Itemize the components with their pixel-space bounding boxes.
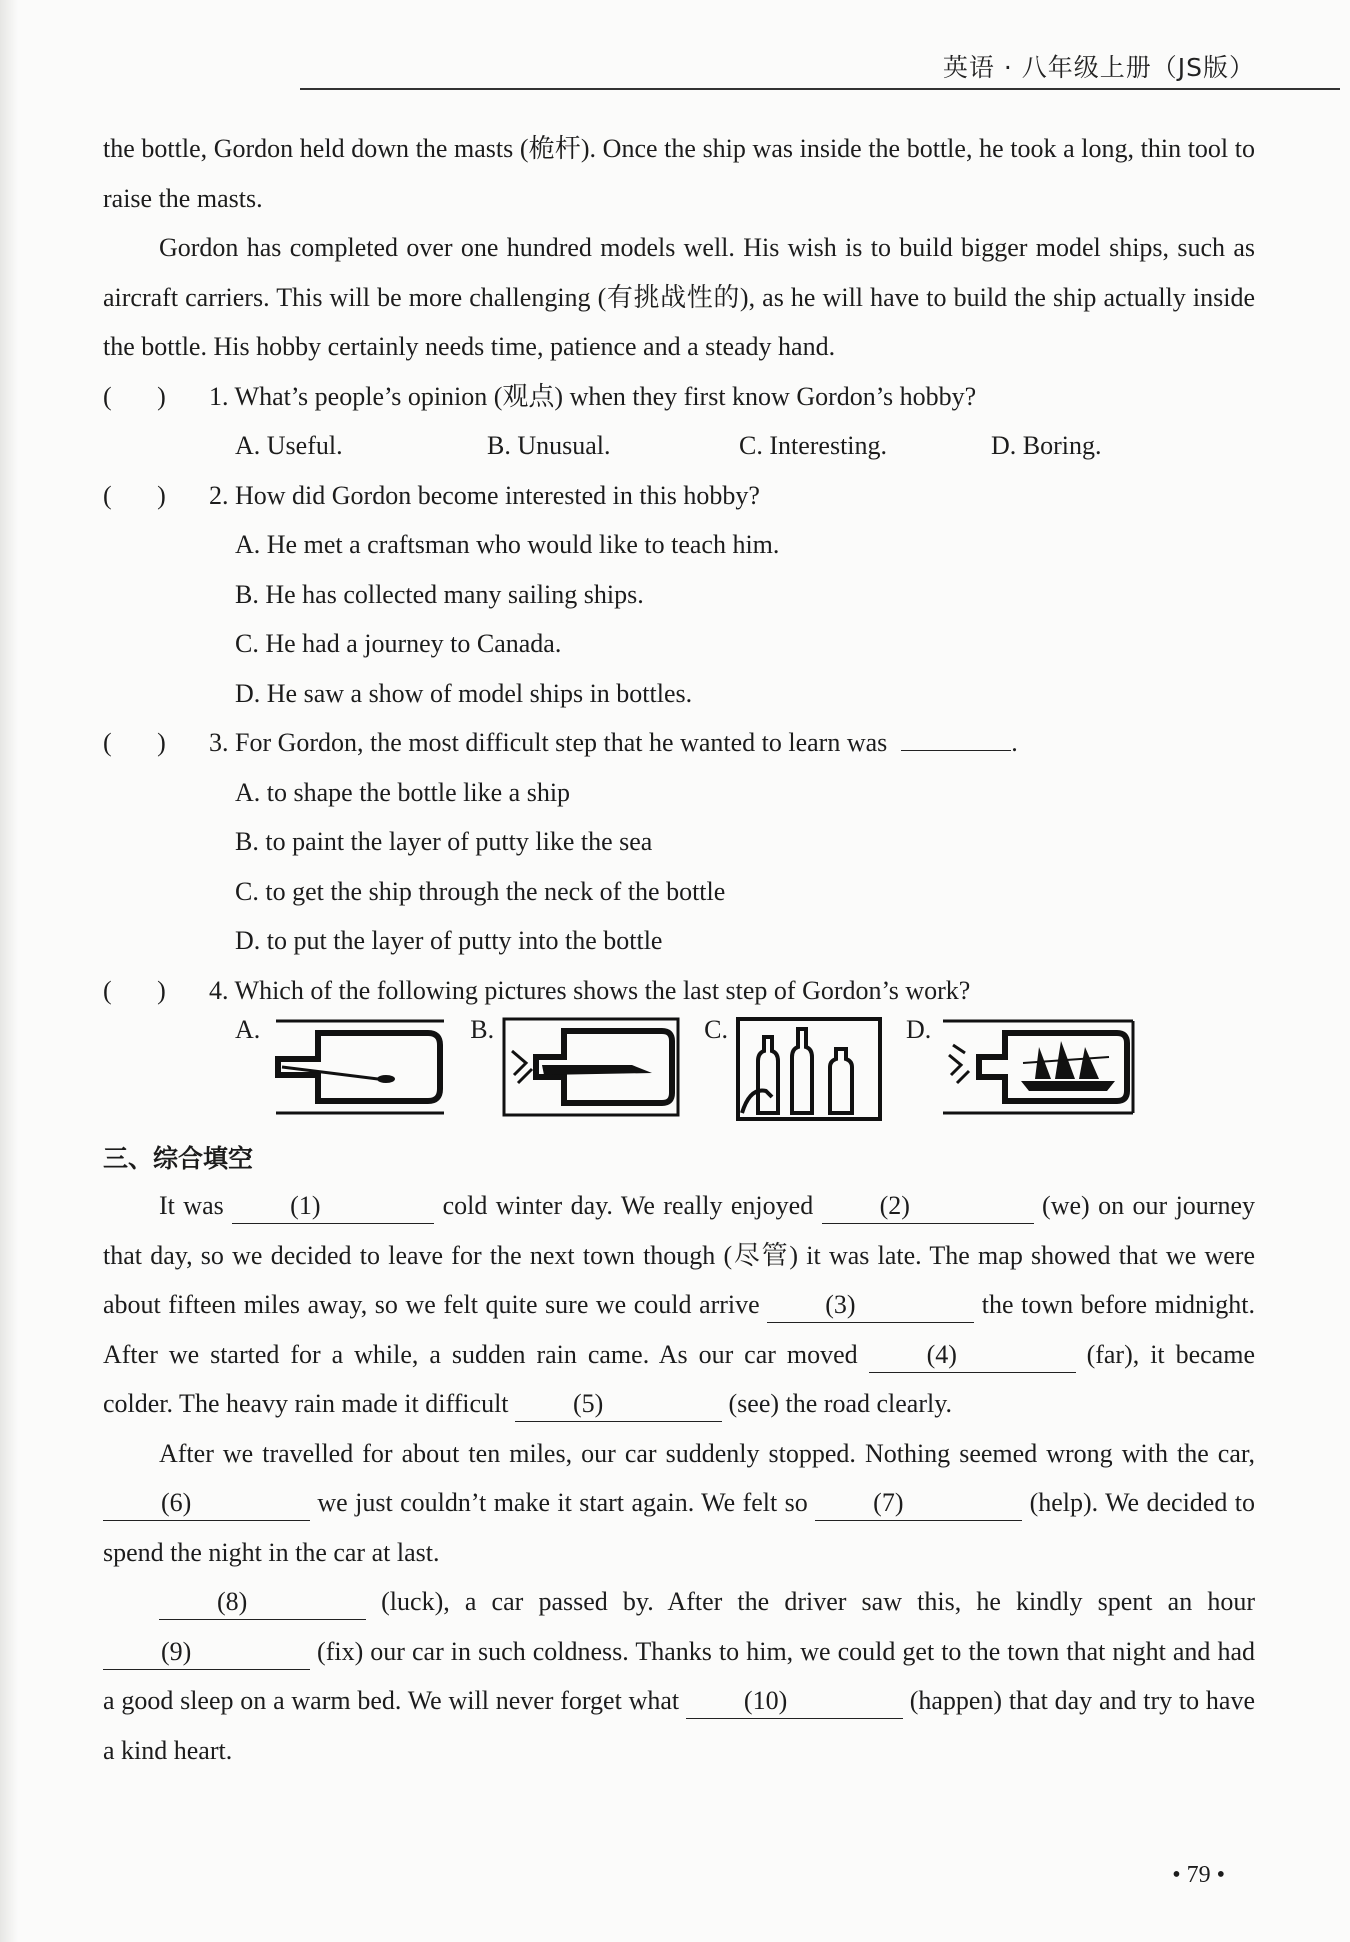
cloze-blank-8[interactable]: (8) — [159, 1585, 366, 1620]
option-d: D. Boring. — [991, 431, 1102, 460]
cloze-text: (see) the road clearly. — [722, 1389, 953, 1418]
question-3 — [103, 718, 1255, 768]
answer-bracket[interactable]: ( ) — [103, 381, 166, 411]
cloze-text: After we travelled for about ten miles, our car suddenly stopped. Nothing seemed wrong with the car, — [159, 1438, 1255, 1468]
picture-option-b[interactable] — [470, 1017, 680, 1117]
cloze-blank-9[interactable]: (9) — [103, 1635, 310, 1670]
book-header: 英语 · 八年级上册（JS版） — [942, 53, 1255, 82]
picture-options — [103, 1017, 1255, 1129]
three-bottles-picture — [736, 1017, 882, 1121]
option-c: C. to get the ship through the neck of the bottle — [235, 876, 726, 906]
picture-label: A. — [235, 1015, 261, 1044]
cloze-text: (happen) that day and try to have a kind heart. — [103, 1686, 1255, 1765]
picture-option-c[interactable] — [704, 1017, 882, 1121]
cloze-text: (help). We decided to spend the night in the car at last. — [103, 1488, 1255, 1567]
cloze-text: the town before midnight. After we started for a while, a sudden rain came. As our car moved — [103, 1290, 1255, 1369]
cloze-blank-10[interactable]: (10) — [686, 1684, 903, 1719]
section-title: 三、综合填空 — [103, 1144, 254, 1173]
header-rule — [300, 88, 1340, 90]
bottle-with-stick-picture — [268, 1017, 446, 1117]
cloze-paragraph-1 — [103, 1181, 1255, 1429]
cloze-blank-6[interactable]: (6) — [103, 1486, 310, 1521]
picture-label: B. — [470, 1015, 495, 1044]
cloze-blank-4[interactable]: (4) — [869, 1338, 1076, 1373]
cloze-text: cold winter day. We really enjoyed — [434, 1191, 822, 1220]
answer-blank[interactable] — [901, 726, 1011, 751]
picture-option-d[interactable] — [906, 1017, 1135, 1117]
bottle-with-putty-picture — [502, 1017, 680, 1117]
answer-bracket[interactable]: ( ) — [103, 975, 166, 1005]
question-stem: 1. What’s people’s opinion (观点) when they first know Gordon’s hobby? — [209, 381, 977, 411]
cloze-text: we just couldn’t make it start again. We felt so — [310, 1488, 816, 1517]
picture-label: C. — [704, 1015, 728, 1044]
question-stem — [209, 718, 1255, 768]
passage-paragraph: Gordon has completed over one hundred models well. His wish is to build bigger model ships, such as aircraft carriers. This will be more challenging (有挑战性的), as he will have to build the ship actually inside the bottle. His hobby certainly needs time, patience and a steady hand. — [103, 233, 1255, 361]
option-a: A. Useful. — [235, 431, 343, 460]
cloze-blank-3[interactable]: (3) — [767, 1288, 974, 1323]
option-d: D. to put the layer of putty into the bottle — [235, 926, 663, 955]
picture-label: D. — [905, 1015, 932, 1044]
cloze-blank-1[interactable]: (1) — [232, 1189, 434, 1224]
answer-bracket[interactable]: ( ) — [103, 728, 166, 757]
option-b: B. to paint the layer of putty like the sea — [235, 827, 653, 856]
question-1-options — [103, 421, 1255, 471]
question-4 — [103, 966, 1255, 1016]
cloze-blank-5[interactable]: (5) — [515, 1387, 722, 1422]
question-stem-text: 3. For Gordon, the most difficult step that he wanted to learn was — [209, 728, 888, 757]
option-b: B. He has collected many sailing ships. — [235, 579, 644, 609]
page-content — [103, 124, 1255, 1775]
answer-bracket[interactable]: ( ) — [103, 480, 166, 510]
page-number: • 79 • — [1172, 1862, 1225, 1888]
question-stem: 4. Which of the following pictures shows the last step of Gordon’s work? — [209, 975, 971, 1005]
cloze-blank-7[interactable]: (7) — [815, 1486, 1022, 1521]
cloze-text: (far), it became colder. The heavy rain made it difficult — [103, 1339, 1255, 1418]
stem-period: . — [1011, 728, 1018, 757]
cloze-paragraph-2 — [103, 1429, 1255, 1578]
passage-paragraph: the bottle, Gordon held down the masts (桅杆). Once the ship was inside the bottle, he took a long, thin tool to raise the masts. — [103, 134, 1256, 213]
cloze-text: (we) on our journey that day, so we decided to leave for the next town though (尽管) it was late. The map showed that we were about fifteen miles away, so we felt quite sure we could arrive — [103, 1191, 1255, 1319]
cloze-text: (fix) our car in such coldness. Thanks to him, we could get to the town that night and had a good sleep on a warm bed. We will never forget what — [103, 1636, 1255, 1715]
question-2 — [103, 471, 1255, 521]
cloze-text: It was — [159, 1191, 233, 1220]
ship-in-bottle-picture — [939, 1017, 1135, 1117]
option-a: A. to shape the bottle like a ship — [235, 777, 571, 807]
cloze-paragraph-3 — [103, 1577, 1255, 1775]
scan-edge-left — [0, 0, 18, 1942]
cloze-blank-2[interactable]: (2) — [822, 1189, 1034, 1224]
picture-option-a[interactable] — [235, 1017, 446, 1117]
option-c: C. Interesting. — [739, 431, 888, 460]
option-a: A. He met a craftsman who would like to teach him. — [235, 530, 780, 559]
option-d: D. He saw a show of model ships in bottles. — [235, 678, 693, 708]
cloze-text: (luck), a car passed by. After the driver saw this, he kindly spent an hour — [366, 1587, 1255, 1616]
option-b: B. Unusual. — [487, 431, 611, 460]
question-1 — [103, 372, 1255, 422]
option-c: C. He had a journey to Canada. — [235, 629, 562, 658]
question-stem: 2. How did Gordon become interested in this hobby? — [209, 480, 760, 510]
